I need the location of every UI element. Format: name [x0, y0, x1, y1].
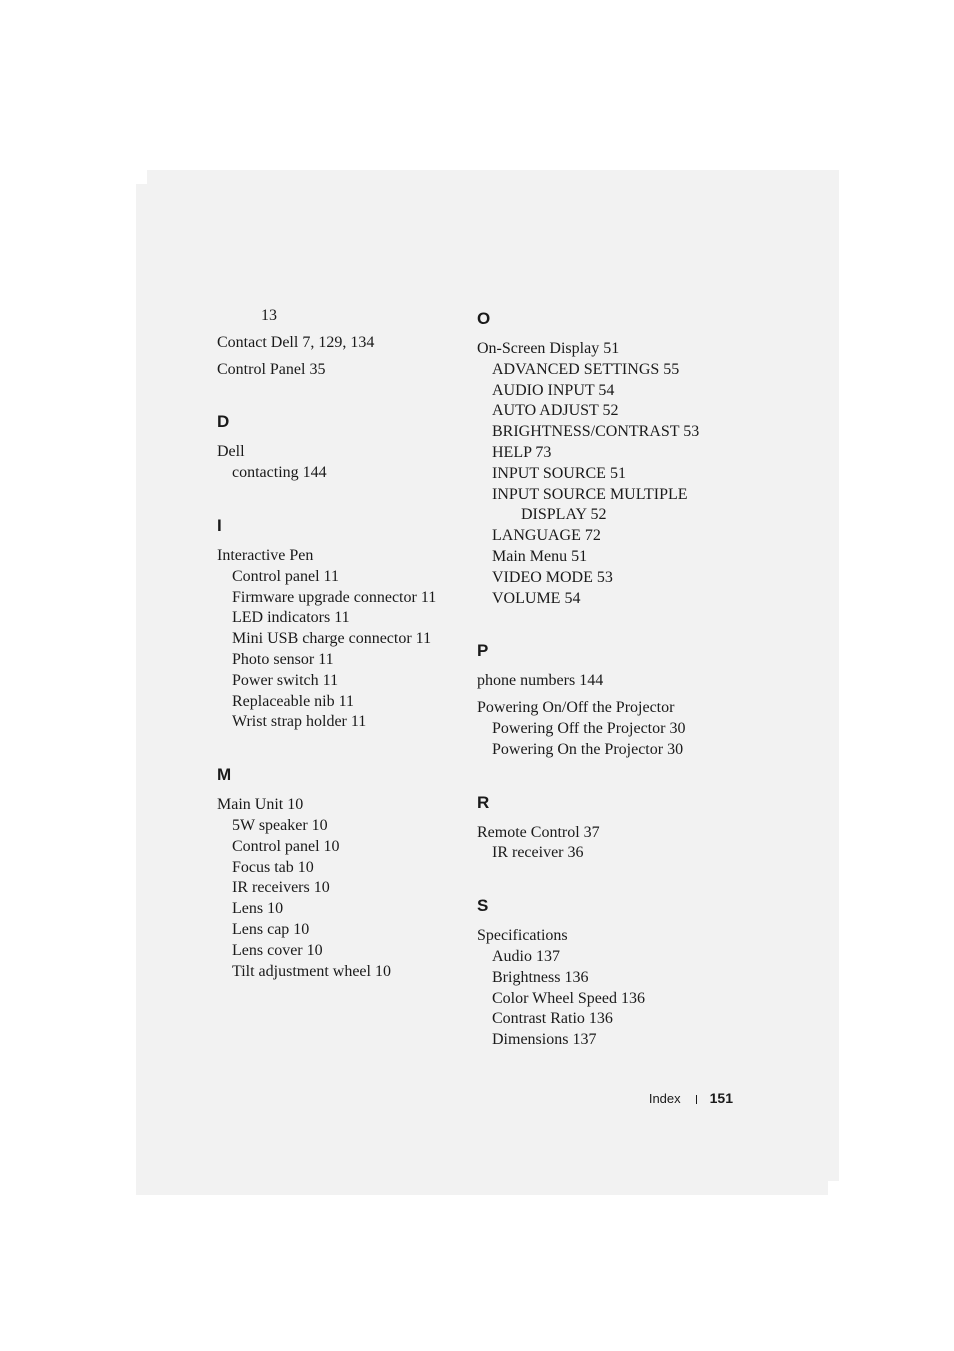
index-subentry: Tilt adjustment wheel 10 — [232, 962, 391, 980]
page-number: 151 — [709, 1090, 733, 1106]
index-subentry: VOLUME 54 — [492, 589, 581, 607]
page-corner-notch-top-left — [136, 170, 147, 184]
index-subentry: Main Menu 51 — [492, 547, 588, 565]
index-subentry: BRIGHTNESS/CONTRAST 53 — [492, 423, 700, 441]
section-letter-heading: I — [217, 515, 222, 535]
index-subentry: ADVANCED SETTINGS 55 — [492, 360, 680, 378]
index-subentry: Firmware upgrade connector 11 — [232, 588, 437, 606]
index-subentry: Photo sensor 11 — [232, 650, 334, 668]
index-entry: Powering On/Off the Projector — [477, 699, 675, 717]
section-letter-heading: R — [477, 792, 490, 812]
index-entry: Control Panel 35 — [217, 360, 326, 378]
index-subentry: IR receiver 36 — [492, 844, 584, 862]
index-subentry: Powering Off the Projector 30 — [492, 719, 686, 737]
index-subentry: Mini USB charge connector 11 — [232, 630, 432, 648]
index-subentry: Dimensions 137 — [492, 1031, 597, 1049]
index-entry: Interactive Pen — [217, 546, 314, 564]
index-subentry: contacting 144 — [232, 464, 327, 482]
index-section-i — [217, 516, 467, 733]
index-section-r — [477, 793, 727, 865]
index-subentry: Replaceable nib 11 — [232, 692, 355, 710]
footer-separator — [696, 1095, 697, 1104]
index-subentry: VIDEO MODE 53 — [492, 568, 613, 586]
index-subentry: AUTO ADJUST 52 — [492, 402, 619, 420]
index-subentry: 5W speaker 10 — [232, 816, 328, 834]
index-subentry: LANGUAGE 72 — [492, 527, 601, 545]
index-section-s — [477, 896, 727, 1051]
index-section-d — [217, 412, 467, 484]
index-column-left — [217, 306, 467, 982]
index-subentry: AUDIO INPUT 54 — [492, 381, 615, 399]
index-section-o — [477, 309, 727, 609]
section-letter-heading: O — [477, 309, 491, 328]
index-subentry: Contrast Ratio 136 — [492, 1010, 613, 1028]
index-entry: Remote Control 37 — [477, 823, 600, 841]
index-subentry: INPUT SOURCE MULTIPLE — [492, 485, 688, 503]
index-subentry: Powering On the Projector 30 — [492, 740, 684, 758]
index-entry: Dell — [217, 443, 245, 461]
index-subentry: DISPLAY 52 — [521, 506, 607, 524]
index-subentry: Power switch 11 — [232, 671, 339, 689]
index-entry: Contact Dell 7, 129, 134 — [217, 333, 375, 351]
index-subentry: Control panel 11 — [232, 567, 339, 585]
section-letter-heading: M — [217, 765, 232, 785]
section-letter-heading: S — [477, 896, 489, 916]
index-entry: phone numbers 144 — [477, 672, 604, 690]
index-subentry: Control panel 10 — [232, 837, 340, 855]
index-subentry: Focus tab 10 — [232, 858, 314, 876]
index-subentry: Wrist strap holder 11 — [232, 713, 367, 731]
index-subentry: INPUT SOURCE 51 — [492, 464, 626, 482]
index-subentry: IR receivers 10 — [232, 879, 330, 897]
index-subentry: Audio 137 — [492, 947, 560, 965]
index-section-m — [217, 765, 467, 982]
index-subentry: HELP 73 — [492, 443, 552, 461]
index-section-p — [477, 641, 727, 760]
index-entry: Main Unit 10 — [217, 796, 304, 814]
index-subentry: Lens 10 — [232, 900, 284, 918]
index-subentry: LED indicators 11 — [232, 609, 350, 627]
page-footer — [600, 1089, 733, 1108]
section-letter-heading: D — [217, 412, 230, 432]
index-entry: On-Screen Display 51 — [477, 340, 620, 357]
index-subentry: Lens cap 10 — [232, 920, 310, 938]
index-column-right — [477, 306, 727, 1051]
index-subentry: Color Wheel Speed 136 — [492, 989, 646, 1007]
section-letter-heading: P — [477, 641, 489, 661]
index-subentry: 13 — [261, 307, 277, 324]
index-entry: Specifications — [477, 927, 568, 945]
index-subentry: Lens cover 10 — [232, 941, 323, 959]
index-subentry: Brightness 136 — [492, 968, 589, 986]
page-corner-notch-bottom-right — [828, 1181, 839, 1195]
footer-section-label: Index — [648, 1091, 681, 1106]
